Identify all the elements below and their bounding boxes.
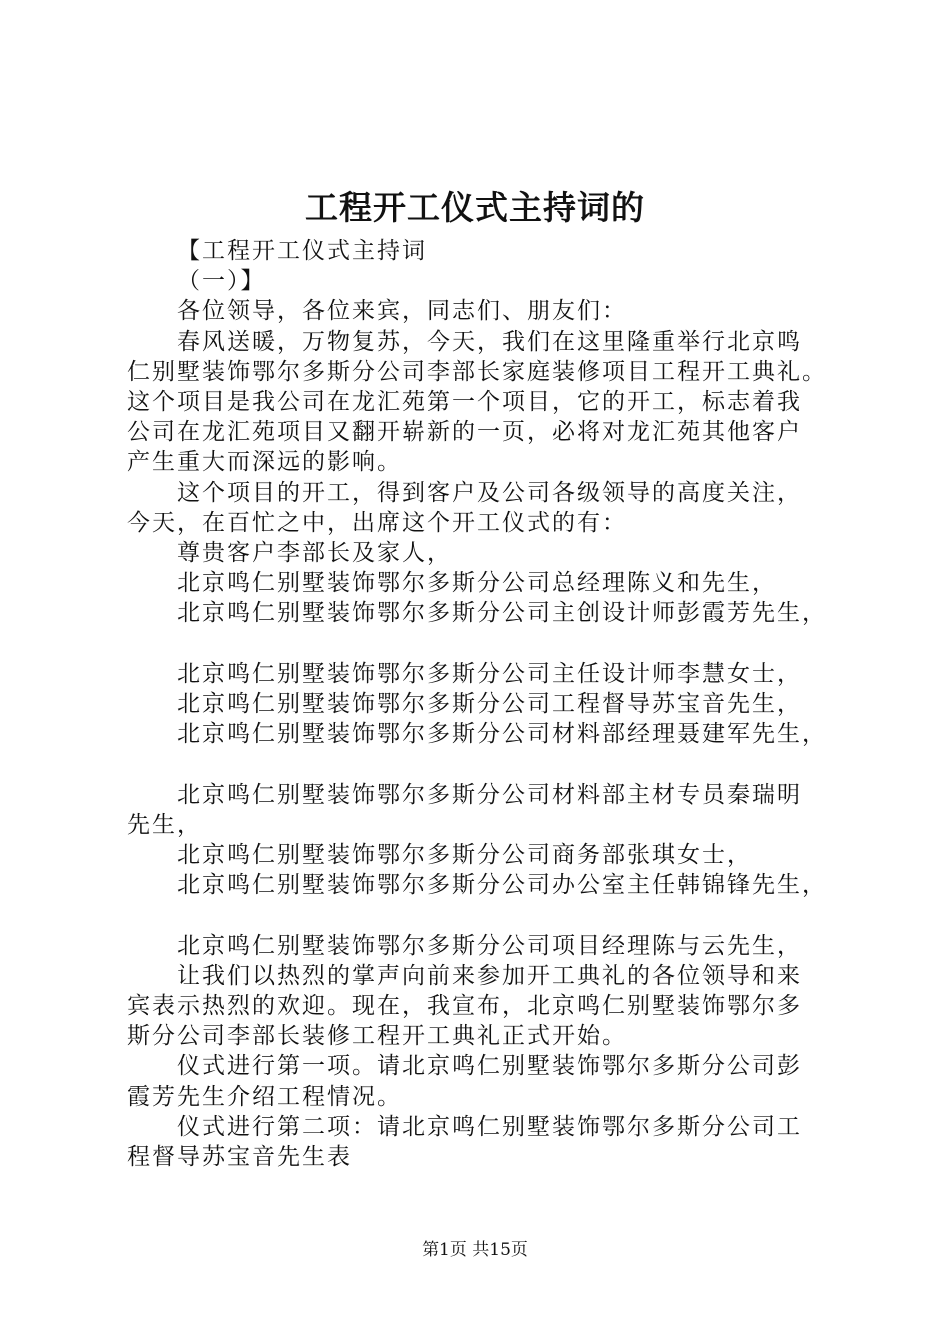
body-line: 让我们以热烈的掌声向前来参加开工典礼的各位领导和来 <box>177 962 802 989</box>
body-line: 尊贵客户李部长及家人， <box>177 540 452 567</box>
body-line: 先生， <box>127 811 202 838</box>
document-body <box>127 236 847 1172</box>
body-line: 春风送暖，万物复苏，今天，我们在这里隆重举行北京鸣 <box>177 328 802 355</box>
body-line: 仪式进行第一项。请北京鸣仁别墅装饰鄂尔多斯分公司彭 <box>177 1053 802 1080</box>
body-line: 北京鸣仁别墅装饰鄂尔多斯分公司主创设计师彭霞芳先生， <box>177 600 827 627</box>
body-line: 公司在龙汇苑项目又翻开崭新的一页，必将对龙汇苑其他客户 <box>127 419 802 446</box>
document-title: 工程开工仪式主持词的 <box>305 188 645 227</box>
body-line: 北京鸣仁别墅装饰鄂尔多斯分公司主任设计师李慧女士， <box>177 660 802 687</box>
body-line: 【工程开工仪式主持词 <box>177 238 427 264</box>
page-footer: 第1页 共15页 <box>422 1240 528 1260</box>
body-line: 这个项目是我公司在龙汇苑第一个项目，它的开工，标志着我 <box>127 389 802 416</box>
body-line: 仪式进行第二项：请北京鸣仁别墅装饰鄂尔多斯分公司工 <box>177 1113 802 1140</box>
body-line: 斯分公司李部长装修工程开工典礼正式开始。 <box>127 1023 627 1050</box>
body-line: 北京鸣仁别墅装饰鄂尔多斯分公司项目经理陈与云先生， <box>177 932 802 959</box>
body-line: （一）】 <box>177 268 266 295</box>
blank-line <box>127 749 847 779</box>
body-line: 北京鸣仁别墅装饰鄂尔多斯分公司总经理陈义和先生， <box>177 570 777 597</box>
body-line: 北京鸣仁别墅装饰鄂尔多斯分公司商务部张琪女士， <box>177 842 752 869</box>
body-line: 北京鸣仁别墅装饰鄂尔多斯分公司办公室主任韩锦锋先生， <box>177 872 827 899</box>
body-line: 仁别墅装饰鄂尔多斯分公司李部长家庭装修项目工程开工典礼。 <box>127 358 827 385</box>
body-line: 北京鸣仁别墅装饰鄂尔多斯分公司工程督导苏宝音先生， <box>177 691 802 718</box>
body-line: 霞芳先生介绍工程情况。 <box>127 1083 402 1110</box>
body-line: 北京鸣仁别墅装饰鄂尔多斯分公司材料部主材专员秦瑞明 <box>177 781 802 808</box>
blank-line <box>127 900 847 930</box>
body-line: 今天，在百忙之中，出席这个开工仪式的有： <box>127 509 627 536</box>
body-line: 北京鸣仁别墅装饰鄂尔多斯分公司材料部经理聂建军先生， <box>177 721 827 748</box>
body-line: 程督导苏宝音先生表 <box>127 1144 352 1171</box>
body-line: 各位领导，各位来宾，同志们、朋友们： <box>177 298 627 325</box>
blank-line <box>127 629 847 659</box>
body-line: 这个项目的开工，得到客户及公司各级领导的高度关注， <box>177 479 802 506</box>
body-line: 宾表示热烈的欢迎。现在，我宣布，北京鸣仁别墅装饰鄂尔多 <box>127 993 802 1020</box>
body-line: 产生重大而深远的影响。 <box>127 449 402 476</box>
